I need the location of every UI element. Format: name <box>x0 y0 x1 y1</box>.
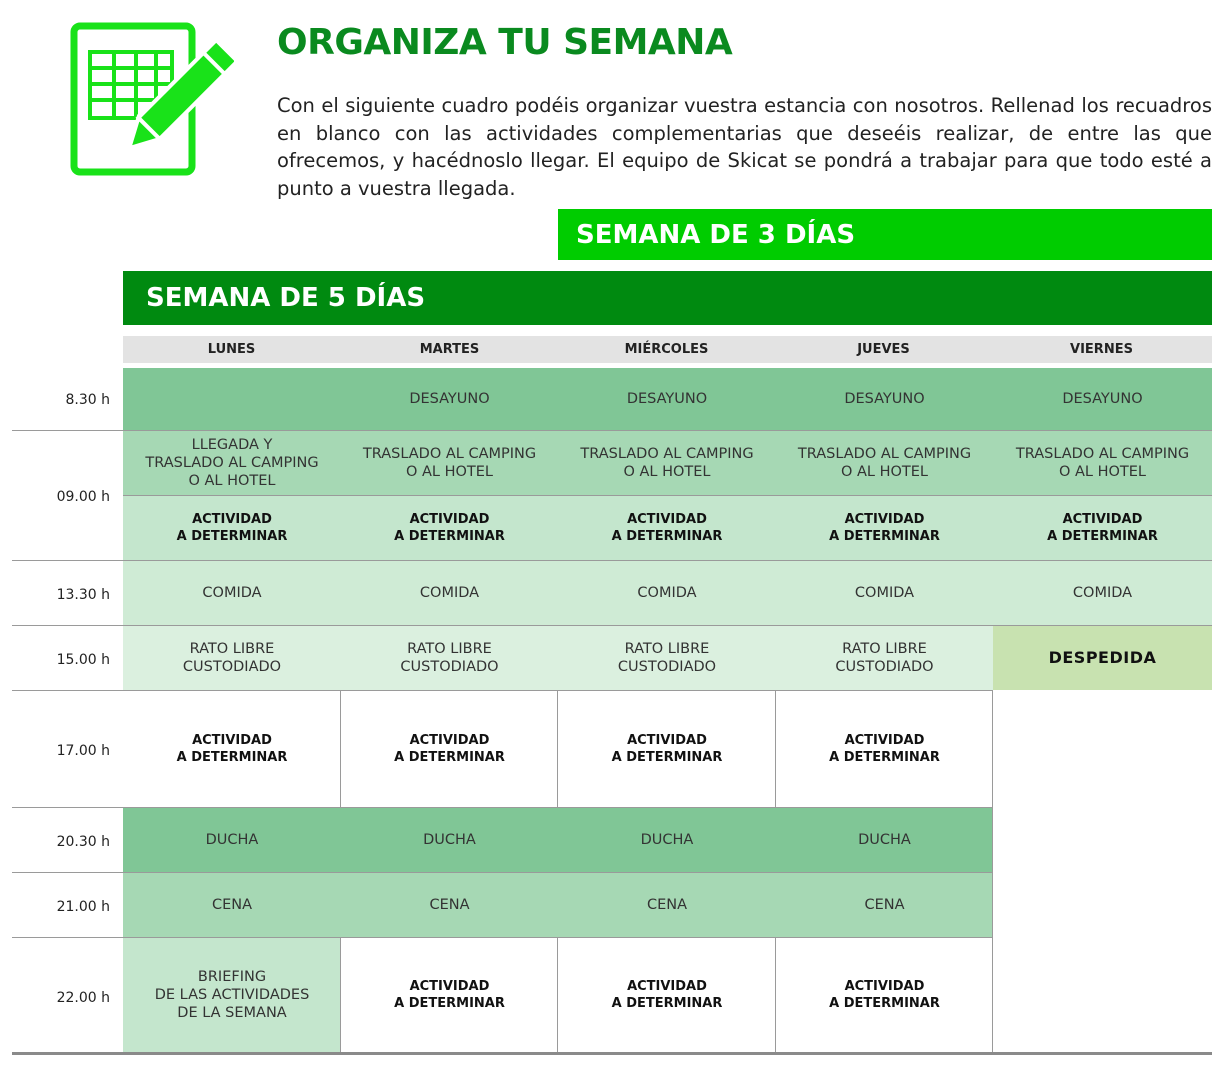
cell-0900b-lunes: ACTIVIDAD A DETERMINAR <box>123 496 341 560</box>
cell-2200-jueves[interactable]: ACTIVIDAD A DETERMINAR <box>829 979 940 1011</box>
cell-1700-jueves[interactable]: ACTIVIDAD A DETERMINAR <box>829 733 940 765</box>
cell-0900a-martes: TRASLADO AL CAMPING O AL HOTEL <box>341 431 558 495</box>
cell-0830-miercoles: DESAYUNO <box>558 368 776 430</box>
cell-0900a-jueves: TRASLADO AL CAMPING O AL HOTEL <box>776 431 993 495</box>
cell-2200-lunes: BRIEFING DE LAS ACTIVIDADES DE LA SEMANA <box>123 938 341 1052</box>
cell-2100-martes: CENA <box>341 873 558 937</box>
cell-2030-lunes: DUCHA <box>123 808 341 872</box>
cell-0900a-viernes: TRASLADO AL CAMPING O AL HOTEL <box>993 431 1212 495</box>
day-viernes: VIERNES <box>1070 342 1133 357</box>
cell-2100-jueves: CENA <box>776 873 993 937</box>
cell-0830-lunes <box>123 368 341 430</box>
time-label: 13.30 h <box>56 587 110 603</box>
cell-2030-jueves: DUCHA <box>776 808 993 872</box>
day-martes: MARTES <box>419 342 480 357</box>
column-divider <box>775 938 776 1052</box>
cell-2030-martes: DUCHA <box>341 808 558 872</box>
cell-0900a-miercoles: TRASLADO AL CAMPING O AL HOTEL <box>558 431 776 495</box>
intro-paragraph: Con el siguiente cuadro podéis organizar vuestra estancia con nosotros. Rellenad los recuadros en blanco con las actividades complementarias que deseéis realizar, de entre las que ofrecemos, y hacédnoslo llegar. El equipo de Skicat se pondrá a trabajar para que todo esté a punto a vuestra llegada. <box>277 94 1212 200</box>
time-label: 17.00 h <box>56 743 110 759</box>
days-header <box>123 336 1212 363</box>
cell-1500-martes: RATO LIBRE CUSTODIADO <box>341 626 558 690</box>
cell-0900b-viernes: ACTIVIDAD A DETERMINAR <box>993 496 1212 560</box>
column-divider <box>557 938 558 1052</box>
cell-2100-lunes: CENA <box>123 873 341 937</box>
cell-1700-lunes[interactable]: ACTIVIDAD A DETERMINAR <box>176 733 288 765</box>
cell-1330-jueves: COMIDA <box>776 561 993 625</box>
cell-0830-martes: DESAYUNO <box>341 368 558 430</box>
cell-2200-miercoles[interactable]: ACTIVIDAD A DETERMINAR <box>611 979 723 1011</box>
cell-1330-martes: COMIDA <box>341 561 558 625</box>
cell-1700-miercoles[interactable]: ACTIVIDAD A DETERMINAR <box>611 733 723 765</box>
band-three-days: SEMANA DE 3 DÍAS <box>558 209 1212 260</box>
cell-2200-martes[interactable]: ACTIVIDAD A DETERMINAR <box>394 979 505 1011</box>
cell-1700-martes[interactable]: ACTIVIDAD A DETERMINAR <box>394 733 505 765</box>
page-title: ORGANIZA TU SEMANA <box>277 22 733 63</box>
column-divider <box>340 691 341 807</box>
cell-despedida: DESPEDIDA <box>993 626 1212 690</box>
time-label: 09.00 h <box>56 489 110 505</box>
day-jueves: JUEVES <box>857 342 910 357</box>
column-divider <box>557 691 558 807</box>
bottom-rule <box>12 1052 1212 1055</box>
cell-1500-miercoles: RATO LIBRE CUSTODIADO <box>558 626 776 690</box>
time-label: 15.00 h <box>56 652 110 668</box>
cell-0900b-miercoles: ACTIVIDAD A DETERMINAR <box>558 496 776 560</box>
cell-1330-viernes: COMIDA <box>993 561 1212 625</box>
cell-1330-lunes: COMIDA <box>123 561 341 625</box>
spreadsheet-pencil-icon <box>70 22 234 178</box>
time-label: 22.00 h <box>56 990 110 1006</box>
cell-0830-jueves: DESAYUNO <box>776 368 993 430</box>
cell-1500-jueves: RATO LIBRE CUSTODIADO <box>776 626 993 690</box>
cell-1500-lunes: RATO LIBRE CUSTODIADO <box>123 626 341 690</box>
time-label: 8.30 h <box>65 392 110 408</box>
time-label: 20.30 h <box>56 834 110 850</box>
day-lunes: LUNES <box>207 342 256 357</box>
cell-0900b-jueves: ACTIVIDAD A DETERMINAR <box>776 496 993 560</box>
cell-2100-miercoles: CENA <box>558 873 776 937</box>
cell-2030-miercoles: DUCHA <box>558 808 776 872</box>
column-divider <box>992 691 993 1052</box>
day-miercoles: MIÉRCOLES <box>624 342 709 357</box>
cell-1330-miercoles: COMIDA <box>558 561 776 625</box>
cell-0900b-martes: ACTIVIDAD A DETERMINAR <box>341 496 558 560</box>
cell-0900a-lunes: LLEGADA Y TRASLADO AL CAMPING O AL HOTEL <box>123 431 341 495</box>
time-label: 21.00 h <box>56 899 110 915</box>
cell-0830-viernes: DESAYUNO <box>993 368 1212 430</box>
column-divider <box>340 938 341 1052</box>
column-divider <box>775 691 776 807</box>
band-five-days: SEMANA DE 5 DÍAS <box>123 271 1212 325</box>
